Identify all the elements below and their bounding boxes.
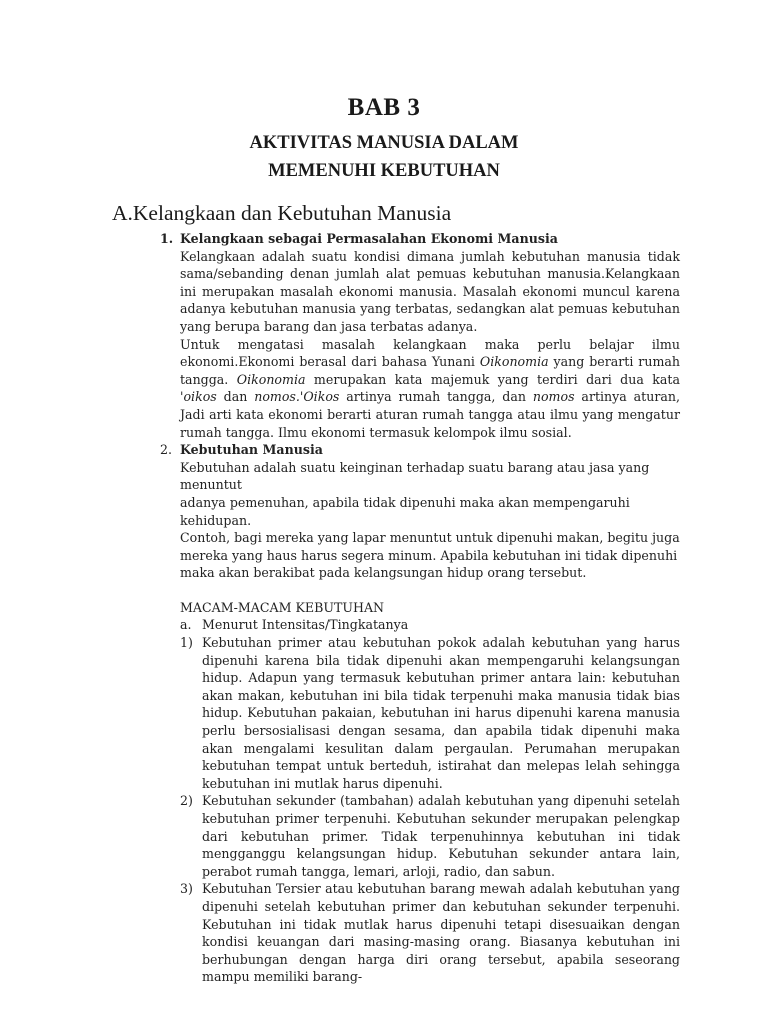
list-item-1-paragraph-1: Kelangkaan adalah suatu kondisi dimana jumlah kebutuhan manusia tidak sama/sebanding denan jumlah alat pemuas kebutuhan manusia.Kelangkaan ini merupakan masalah ekonomi manusia. Masalah ekonomi muncul karena adanya kebutuhan manusia yang terbatas, sedangkan alat pemuas kebutuhan yang berupa barang dan jasa terbatas adanya. <box>180 248 680 334</box>
chapter-title-line-1: AKTIVITAS MANUSIA DALAM <box>249 133 519 153</box>
list-item-2-heading: Kebutuhan Manusia <box>180 442 323 458</box>
need-point-2 <box>180 792 680 880</box>
list-item-1-heading: Kelangkaan sebagai Permasalahan Ekonomi Manusia <box>180 231 558 246</box>
need-point-marker: 1) <box>180 635 193 651</box>
need-point-text: Kebutuhan primer atau kebutuhan pokok adalah kebutuhan yang harus dipenuhi karena bila tidak dipenuhi akan mempengaruhi kelangsungan hidup. Adapun yang termasuk kebutuhan primer antara lain: kebutuhan akan makan, kebutuhan ini bila tidak terpenuhi maka manusia tidak bias hidup. Kebutuhan pakaian, kebutuhan ini harus dipenuhi karena manusia perlu bersosialisasi dengan sesama, dan apabila tidak dipenuhi maka akan mengalami kesulitan dalam pergaulan. Perumahan merupakan kebutuhan tempat untuk berteduh, istirahat dan melepas lelah sehingga kebutuhan ini mutlak harus dipenuhi. <box>202 635 680 791</box>
list-item-2-line: adanya pemenuhan, apabila tidak dipenuhi maka akan mempengaruhi kehidupan. <box>180 494 630 528</box>
sub-heading-a-label: Menurut Intensitas/Tingkatanya <box>202 617 409 633</box>
list-item-1-number: 1. <box>160 231 174 246</box>
list-item-2 <box>160 441 680 986</box>
document-body <box>160 230 680 986</box>
macam-kebutuhan-heading: MACAM-MACAM KEBUTUHAN <box>180 599 385 615</box>
list-item-2-line: maka akan berakibat pada kelangsungan hidup orang tersebut. <box>180 565 587 581</box>
chapter-title-line-2: MEMENUHI KEBUTUHAN <box>268 161 500 181</box>
need-point-1 <box>180 634 680 792</box>
need-point-3 <box>180 880 680 986</box>
list-item-2-line: mereka yang haus harus segera minum. Apabila kebutuhan ini tidak dipenuhi <box>180 547 678 563</box>
need-point-text: Kebutuhan Tersier atau kebutuhan barang mewah adalah kebutuhan yang dipenuhi setelah kebutuhan primer dan kebutuhan sekunder terpenuhi. Kebutuhan ini tidak mutlak harus dipenuhi tetapi disesuaikan dengan kondisi keuangan dari masing-masing orang. Biasanya kebutuhan ini berhubungan dengan harga diri orang tersebut, apabila seseorang mampu memiliki barang- <box>202 881 680 985</box>
list-item-1-paragraph-2: Untuk mengatasi masalah kelangkaan maka perlu belajar ilmu ekonomi.Ekonomi berasal dari bahasa Yunani Oikonomia yang berarti rumah tangga. Oikonomia merupakan kata majemuk yang terdiri dari dua kata 'oikos dan nomos.'Oikos artinya rumah tangga, dan nomos artinya aturan, Jadi arti kata ekonomi berarti aturan rumah tangga atau ilmu yang mengatur rumah tangga. Ilmu ekonomi termasuk kelompok ilmu sosial. <box>180 336 680 440</box>
list-item-1 <box>160 230 680 441</box>
need-point-marker: 2) <box>180 793 193 809</box>
list-item-2-number: 2. <box>160 442 173 458</box>
sub-heading-a <box>180 616 680 634</box>
need-point-text: Kebutuhan sekunder (tambahan) adalah kebutuhan yang dipenuhi setelah kebutuhan primer terpenuhi. Kebutuhan sekunder merupakan pelengkap dari kebutuhan primer. Tidak terpenuhinnya kebutuhan ini tidak mengganggu kelangsungan hidup. Kebutuhan sekunder antara lain, perabot rumah tangga, lemari, arloji, radio, dan sabun. <box>202 793 680 879</box>
section-a-heading: A.Kelangkaan dan Kebutuhan Manusia <box>112 201 452 225</box>
list-item-2-line: Contoh, bagi mereka yang lapar menuntut untuk dipenuhi makan, begitu juga <box>180 530 680 546</box>
chapter-heading: BAB 3 <box>347 94 421 121</box>
sub-heading-a-marker: a. <box>180 617 192 633</box>
list-item-2-line: Kebutuhan adalah suatu keinginan terhadap suatu barang atau jasa yang menuntut <box>180 459 650 493</box>
need-point-marker: 3) <box>180 881 193 897</box>
